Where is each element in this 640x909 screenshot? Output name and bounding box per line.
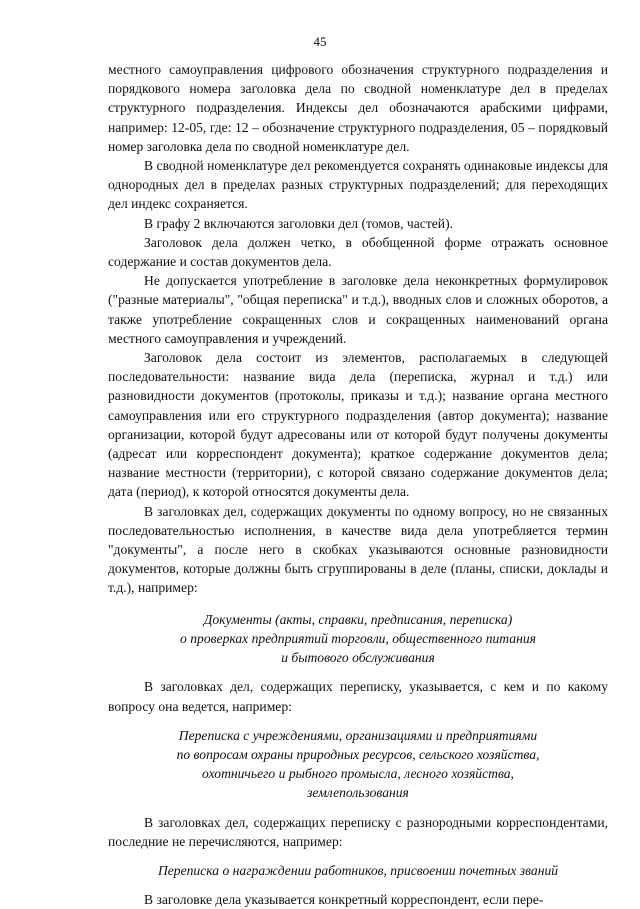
paragraph-4: Заголовок дела должен четко, в обобщенной форме отражать основное содержание и состав документов дела. (108, 234, 608, 270)
example-line: землепользования (307, 785, 409, 801)
paragraph-9: В заголовках дел, содержащих переписку с разнородными корреспондентами, последние не перечисляются, например: (108, 814, 608, 849)
paragraph-7: В заголовках дел, содержащих документы по одному вопросу, но не связанных последовательностью исполнения, в качестве вида дела употребляется термин "документы", а после него в скобках указываются основные разновидности документов, которые должны быть сгруппированы в деле (планы, списки, доклады и т.д.), например: (108, 503, 608, 596)
paragraph-2: В сводной номенклатуре дел рекомендуется сохранять одинаковые индексы для однородных дел в пределах разных структурных подразделений; для переходящих дел индекс сохраняется. (108, 158, 608, 212)
paragraph-1: местного самоуправления цифрового обозначения структурного подразделения и порядкового номера заголовка дела по сводной номенклатуре дел в пределах структурного подразделения. Индексы дел обозначаются арабскими цифрами, например: 12-05, где: 12 – обозначение структурного подразделения, 05 – порядковый номер заголовка дела по сводной номенклатуре дел. (108, 62, 608, 154)
example-line: и бытового обслуживания (281, 650, 435, 666)
paragraph-5: Не допускается употребление в заголовке дела неконкретных формулировок ("разные материалы", "общая переписка" и т.д.), вводных слов и сложных оборотов, а также употребление сокращенных слов и сокращенных наименований органа местного самоуправления и учреждений. (108, 273, 608, 346)
paragraph-10: В заголовке дела указывается конкретный корреспондент, если пере- (144, 892, 544, 908)
example-documents (108, 610, 608, 668)
example-awards (108, 861, 608, 880)
example-correspondence (108, 726, 608, 803)
page-content (108, 60, 608, 909)
paragraph-3: В графу 2 включаются заголовки дел (томов, частей). (144, 215, 453, 231)
page-number: 45 (313, 34, 327, 49)
paragraph-8: В заголовках дел, содержащих переписку, указывается, с кем и по какому вопросу она ведется, например: (108, 679, 608, 714)
example-line: по вопросам охраны природных ресурсов, сельского хозяйства, (176, 746, 540, 762)
paragraph-6: Заголовок дела состоит из элементов, располагаемых в следующей последовательности: название вида дела (переписка, журнал и т.д.) или разновидности документов (протоколы, приказы и т.д.); название органа местного самоуправления или его структурного подразделения (автор документа); название организации, которой будут адресованы или от которой будут получены документы (адресат или корреспондент документа); краткое содержание документов дела; название местности (территории), с которой связано содержание документов дела; дата (период), к которой относятся документы дела. (108, 350, 608, 500)
example-line: охотничьего и рыбного промысла, лесного хозяйства, (202, 766, 514, 782)
example-line: Переписка с учреждениями, организациями и предприятиями (178, 727, 538, 743)
example-line: Документы (акты, справки, предписания, переписка) (203, 611, 513, 627)
example-line: Переписка о награждении работников, присвоении почетных званий (157, 862, 559, 878)
example-line: о проверках предприятий торговли, общественного питания (180, 630, 536, 646)
